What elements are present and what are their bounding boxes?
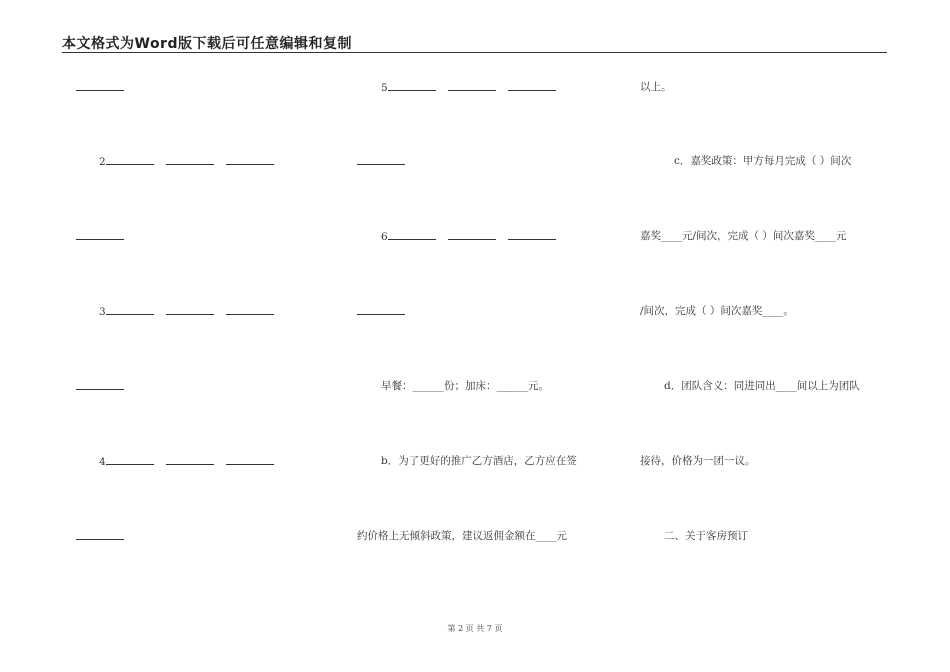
breakfast-extra-bed-line: 早餐：______份；加床：______元。: [381, 380, 549, 392]
row-number: 4: [99, 456, 106, 468]
row-number: 6: [381, 231, 388, 243]
item-c-line: c．嘉奖政策：甲方每月完成（ ）间次: [674, 155, 852, 167]
blank-line: [357, 154, 405, 169]
numbered-blank-row-4: [99, 454, 274, 469]
header-rule: [62, 52, 887, 53]
item-c-continuation-1: 嘉奖____元/间次，完成（ ）间次嘉奖____元: [640, 230, 847, 242]
section-heading-room-booking: 二、关于客房预订: [664, 530, 748, 542]
numbered-blank-row-3: [99, 304, 274, 319]
page-number-footer: 第 2 页 共 7 页: [447, 624, 503, 633]
row-number: 2: [99, 156, 106, 168]
numbered-blank-row-2: [99, 154, 274, 169]
blank-line: [76, 229, 124, 244]
item-c-continuation-2: /间次，完成（ ）间次嘉奖____。: [640, 305, 794, 317]
numbered-blank-row-5: [381, 80, 556, 95]
document-header-title: 本文格式为Word版下载后可任意编辑和复制: [62, 36, 352, 52]
blank-line: [76, 529, 124, 544]
blank-line: [76, 379, 124, 394]
item-b-line: b．为了更好的推广乙方酒店，乙方应在签: [381, 455, 577, 467]
item-d-line: d．团队含义：同进同出____间以上为团队: [664, 380, 860, 392]
blank-line: [76, 80, 124, 95]
above-text: 以上。: [640, 81, 672, 93]
item-d-continuation: 接待，价格为一团一议。: [640, 455, 756, 467]
blank-line: [357, 304, 405, 319]
numbered-blank-row-6: [381, 229, 556, 244]
row-number: 3: [99, 306, 106, 318]
item-b-continuation: 约价格上无倾斜政策，建议返佣金额在____元: [357, 530, 567, 542]
row-number: 5: [381, 82, 388, 94]
